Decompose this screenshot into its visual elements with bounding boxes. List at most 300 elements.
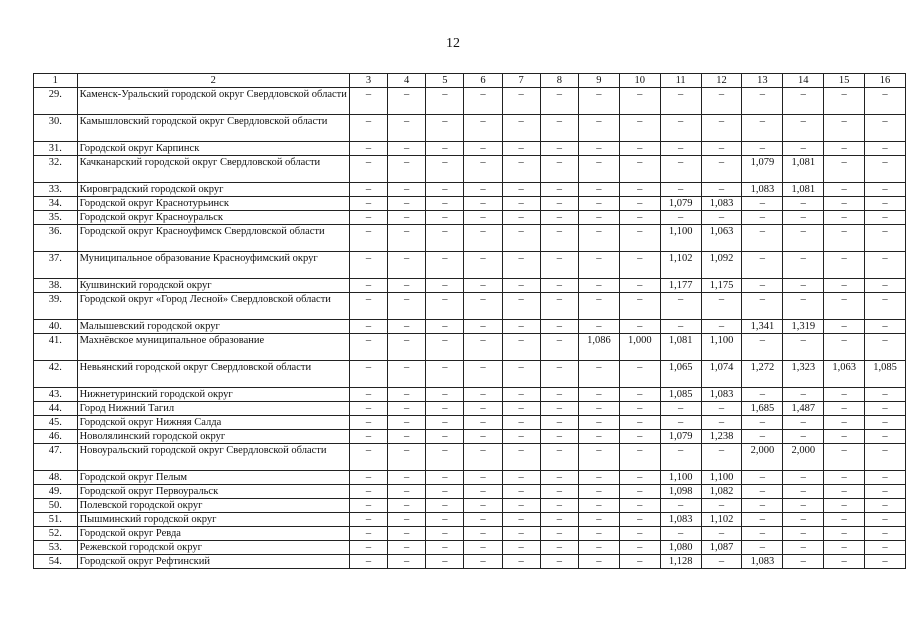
value-cell: –: [464, 555, 502, 569]
value-cell: –: [742, 115, 783, 142]
value-cell: –: [578, 471, 619, 485]
value-cell: –: [578, 293, 619, 320]
value-cell: –: [426, 142, 464, 156]
value-cell: –: [502, 183, 540, 197]
value-cell: –: [502, 293, 540, 320]
municipality-name: Городской округ Пелым: [77, 471, 349, 485]
value-cell: –: [578, 402, 619, 416]
value-cell: –: [578, 279, 619, 293]
value-cell: –: [388, 156, 426, 183]
value-cell: –: [701, 88, 742, 115]
data-table: [33, 73, 906, 569]
value-cell: –: [865, 197, 906, 211]
value-cell: –: [742, 334, 783, 361]
value-cell: –: [388, 320, 426, 334]
value-cell: –: [540, 156, 578, 183]
value-cell: 1,080: [660, 541, 701, 555]
municipality-name: Городской округ Красноуральск: [77, 211, 349, 225]
value-cell: –: [783, 88, 824, 115]
value-cell: –: [388, 115, 426, 142]
value-cell: –: [349, 402, 387, 416]
value-cell: –: [742, 225, 783, 252]
value-cell: –: [619, 211, 660, 225]
value-cell: –: [619, 541, 660, 555]
value-cell: –: [660, 402, 701, 416]
column-header: 2: [77, 74, 349, 88]
value-cell: –: [426, 499, 464, 513]
value-cell: –: [742, 499, 783, 513]
value-cell: –: [619, 444, 660, 471]
value-cell: –: [824, 471, 865, 485]
value-cell: –: [701, 402, 742, 416]
value-cell: –: [783, 115, 824, 142]
value-cell: –: [865, 211, 906, 225]
value-cell: –: [783, 513, 824, 527]
table-body: [34, 74, 906, 569]
value-cell: –: [619, 485, 660, 499]
value-cell: –: [388, 430, 426, 444]
value-cell: –: [783, 142, 824, 156]
value-cell: –: [349, 388, 387, 402]
value-cell: –: [578, 88, 619, 115]
row-number: 49.: [34, 485, 78, 499]
value-cell: –: [619, 513, 660, 527]
column-header: 5: [426, 74, 464, 88]
value-cell: –: [426, 211, 464, 225]
value-cell: 1,079: [742, 156, 783, 183]
value-cell: 1,685: [742, 402, 783, 416]
value-cell: –: [388, 513, 426, 527]
value-cell: 1,085: [865, 361, 906, 388]
value-cell: –: [464, 471, 502, 485]
value-cell: 1,074: [701, 361, 742, 388]
value-cell: –: [865, 142, 906, 156]
municipality-name: Пышминский городской округ: [77, 513, 349, 527]
value-cell: –: [540, 252, 578, 279]
value-cell: –: [742, 541, 783, 555]
table-row: [34, 225, 906, 252]
value-cell: –: [388, 444, 426, 471]
value-cell: 1,079: [660, 197, 701, 211]
value-cell: –: [742, 88, 783, 115]
value-cell: –: [426, 527, 464, 541]
value-cell: –: [349, 88, 387, 115]
municipality-name: Полевской городской округ: [77, 499, 349, 513]
value-cell: –: [388, 499, 426, 513]
value-cell: –: [388, 334, 426, 361]
value-cell: –: [349, 142, 387, 156]
value-cell: –: [701, 156, 742, 183]
value-cell: –: [619, 416, 660, 430]
value-cell: –: [742, 471, 783, 485]
value-cell: 1,063: [824, 361, 865, 388]
value-cell: 1,085: [660, 388, 701, 402]
value-cell: –: [502, 252, 540, 279]
value-cell: –: [701, 444, 742, 471]
value-cell: –: [578, 211, 619, 225]
column-header: 16: [865, 74, 906, 88]
value-cell: –: [540, 361, 578, 388]
value-cell: –: [865, 279, 906, 293]
value-cell: 1,341: [742, 320, 783, 334]
table-row: [34, 361, 906, 388]
value-cell: –: [578, 225, 619, 252]
value-cell: –: [824, 541, 865, 555]
value-cell: –: [742, 416, 783, 430]
value-cell: –: [464, 444, 502, 471]
value-cell: –: [619, 225, 660, 252]
value-cell: –: [578, 320, 619, 334]
value-cell: 1,272: [742, 361, 783, 388]
page-number: 12: [446, 36, 460, 51]
value-cell: –: [540, 211, 578, 225]
value-cell: –: [388, 416, 426, 430]
value-cell: –: [502, 115, 540, 142]
value-cell: –: [578, 485, 619, 499]
value-cell: –: [701, 211, 742, 225]
value-cell: –: [540, 142, 578, 156]
municipality-name: Городской округ Краснотурьинск: [77, 197, 349, 211]
value-cell: –: [540, 527, 578, 541]
municipality-name: Городской округ Карпинск: [77, 142, 349, 156]
row-number: 38.: [34, 279, 78, 293]
row-number: 47.: [34, 444, 78, 471]
value-cell: –: [388, 211, 426, 225]
value-cell: –: [502, 225, 540, 252]
value-cell: –: [824, 388, 865, 402]
column-header: 12: [701, 74, 742, 88]
value-cell: –: [824, 444, 865, 471]
value-cell: 1,100: [701, 334, 742, 361]
value-cell: –: [619, 361, 660, 388]
row-number: 36.: [34, 225, 78, 252]
value-cell: –: [540, 444, 578, 471]
value-cell: –: [388, 225, 426, 252]
value-cell: –: [540, 197, 578, 211]
value-cell: –: [824, 252, 865, 279]
value-cell: –: [349, 471, 387, 485]
value-cell: –: [619, 499, 660, 513]
table-row: [34, 527, 906, 541]
value-cell: –: [824, 279, 865, 293]
value-cell: –: [349, 541, 387, 555]
value-cell: –: [426, 115, 464, 142]
municipality-name: Городской округ Нижняя Салда: [77, 416, 349, 430]
municipality-name: Городской округ Ревда: [77, 527, 349, 541]
value-cell: –: [540, 499, 578, 513]
value-cell: –: [502, 416, 540, 430]
value-cell: –: [783, 471, 824, 485]
value-cell: –: [824, 402, 865, 416]
value-cell: –: [824, 225, 865, 252]
value-cell: –: [865, 444, 906, 471]
value-cell: –: [464, 252, 502, 279]
value-cell: –: [540, 555, 578, 569]
value-cell: 1,128: [660, 555, 701, 569]
value-cell: –: [349, 197, 387, 211]
value-cell: 2,000: [783, 444, 824, 471]
value-cell: –: [701, 142, 742, 156]
value-cell: –: [464, 320, 502, 334]
value-cell: –: [619, 183, 660, 197]
table-row: [34, 197, 906, 211]
value-cell: –: [349, 293, 387, 320]
table-row: [34, 156, 906, 183]
row-number: 40.: [34, 320, 78, 334]
value-cell: –: [865, 334, 906, 361]
value-cell: –: [540, 402, 578, 416]
value-cell: –: [502, 499, 540, 513]
value-cell: –: [388, 388, 426, 402]
value-cell: –: [865, 88, 906, 115]
value-cell: –: [824, 499, 865, 513]
row-number: 42.: [34, 361, 78, 388]
column-header: 4: [388, 74, 426, 88]
value-cell: –: [660, 499, 701, 513]
value-cell: –: [701, 555, 742, 569]
value-cell: –: [349, 444, 387, 471]
value-cell: –: [578, 513, 619, 527]
table-row: [34, 541, 906, 555]
value-cell: –: [464, 156, 502, 183]
value-cell: –: [619, 88, 660, 115]
value-cell: –: [742, 513, 783, 527]
value-cell: –: [349, 416, 387, 430]
value-cell: –: [865, 115, 906, 142]
value-cell: –: [660, 115, 701, 142]
column-header: 7: [502, 74, 540, 88]
value-cell: –: [464, 142, 502, 156]
value-cell: –: [578, 156, 619, 183]
municipality-name: Городской округ Первоуральск: [77, 485, 349, 499]
value-cell: –: [426, 225, 464, 252]
value-cell: –: [660, 320, 701, 334]
value-cell: –: [578, 541, 619, 555]
value-cell: –: [783, 541, 824, 555]
value-cell: –: [349, 499, 387, 513]
column-header: 6: [464, 74, 502, 88]
value-cell: –: [502, 361, 540, 388]
value-cell: –: [742, 527, 783, 541]
value-cell: –: [502, 513, 540, 527]
value-cell: –: [578, 252, 619, 279]
value-cell: –: [540, 416, 578, 430]
value-cell: 1,323: [783, 361, 824, 388]
value-cell: –: [865, 156, 906, 183]
value-cell: –: [426, 252, 464, 279]
value-cell: –: [540, 513, 578, 527]
row-number: 44.: [34, 402, 78, 416]
value-cell: –: [619, 430, 660, 444]
municipality-name: Махнёвское муниципальное образование: [77, 334, 349, 361]
value-cell: –: [742, 293, 783, 320]
value-cell: –: [426, 197, 464, 211]
value-cell: –: [464, 430, 502, 444]
value-cell: –: [502, 279, 540, 293]
value-cell: –: [388, 252, 426, 279]
municipality-name: Режевской городской округ: [77, 541, 349, 555]
table-row: [34, 513, 906, 527]
value-cell: 1,081: [660, 334, 701, 361]
value-cell: –: [619, 402, 660, 416]
value-cell: –: [426, 471, 464, 485]
value-cell: –: [502, 485, 540, 499]
value-cell: –: [349, 334, 387, 361]
municipality-name: Муниципальное образование Красноуфимский округ: [77, 252, 349, 279]
row-number: 37.: [34, 252, 78, 279]
value-cell: –: [865, 225, 906, 252]
value-cell: 1,487: [783, 402, 824, 416]
value-cell: –: [464, 211, 502, 225]
table-row: [34, 416, 906, 430]
value-cell: –: [349, 555, 387, 569]
value-cell: –: [865, 471, 906, 485]
value-cell: –: [426, 279, 464, 293]
table-row: [34, 555, 906, 569]
value-cell: 1,098: [660, 485, 701, 499]
value-cell: –: [540, 430, 578, 444]
table-row: [34, 252, 906, 279]
value-cell: –: [540, 334, 578, 361]
value-cell: –: [783, 279, 824, 293]
value-cell: –: [742, 211, 783, 225]
value-cell: 1,082: [701, 485, 742, 499]
value-cell: –: [742, 252, 783, 279]
value-cell: –: [578, 183, 619, 197]
municipality-name: Городской округ Красноуфимск Свердловской области: [77, 225, 349, 252]
value-cell: 1,083: [742, 183, 783, 197]
value-cell: –: [388, 183, 426, 197]
value-cell: –: [824, 485, 865, 499]
value-cell: –: [783, 555, 824, 569]
value-cell: –: [824, 211, 865, 225]
value-cell: –: [464, 388, 502, 402]
value-cell: –: [701, 115, 742, 142]
table-row: [34, 499, 906, 513]
table-row: [34, 88, 906, 115]
column-header: 3: [349, 74, 387, 88]
value-cell: –: [783, 334, 824, 361]
value-cell: –: [619, 471, 660, 485]
municipality-name: Городской округ Рефтинский: [77, 555, 349, 569]
row-number: 54.: [34, 555, 78, 569]
table-row: [34, 444, 906, 471]
value-cell: –: [426, 183, 464, 197]
value-cell: 1,081: [783, 156, 824, 183]
municipality-name: Камышловский городской округ Свердловской области: [77, 115, 349, 142]
row-number: 48.: [34, 471, 78, 485]
value-cell: –: [701, 293, 742, 320]
value-cell: –: [660, 211, 701, 225]
value-cell: –: [865, 293, 906, 320]
value-cell: –: [865, 402, 906, 416]
row-number: 33.: [34, 183, 78, 197]
municipality-name: Городской округ «Город Лесной» Свердловской области: [77, 293, 349, 320]
value-cell: –: [349, 252, 387, 279]
value-cell: –: [865, 499, 906, 513]
value-cell: –: [619, 388, 660, 402]
value-cell: –: [349, 115, 387, 142]
value-cell: –: [865, 555, 906, 569]
value-cell: –: [578, 142, 619, 156]
value-cell: –: [783, 430, 824, 444]
value-cell: 1,083: [660, 513, 701, 527]
row-number: 30.: [34, 115, 78, 142]
value-cell: –: [388, 361, 426, 388]
value-cell: 1,100: [660, 225, 701, 252]
value-cell: –: [349, 183, 387, 197]
value-cell: –: [502, 334, 540, 361]
value-cell: 1,100: [701, 471, 742, 485]
value-cell: –: [578, 555, 619, 569]
row-number: 31.: [34, 142, 78, 156]
value-cell: –: [865, 252, 906, 279]
column-header: 13: [742, 74, 783, 88]
value-cell: –: [783, 499, 824, 513]
column-header: 11: [660, 74, 701, 88]
value-cell: –: [660, 142, 701, 156]
value-cell: –: [426, 388, 464, 402]
value-cell: –: [540, 471, 578, 485]
value-cell: –: [701, 183, 742, 197]
table-row: [34, 471, 906, 485]
value-cell: –: [426, 485, 464, 499]
value-cell: –: [349, 485, 387, 499]
value-cell: –: [502, 444, 540, 471]
value-cell: –: [783, 197, 824, 211]
value-cell: 1,175: [701, 279, 742, 293]
row-number: 29.: [34, 88, 78, 115]
value-cell: –: [619, 293, 660, 320]
value-cell: –: [349, 361, 387, 388]
table-row: [34, 115, 906, 142]
value-cell: –: [865, 541, 906, 555]
value-cell: –: [502, 211, 540, 225]
row-number: 34.: [34, 197, 78, 211]
value-cell: –: [426, 334, 464, 361]
value-cell: –: [783, 527, 824, 541]
value-cell: –: [824, 555, 865, 569]
column-header: 8: [540, 74, 578, 88]
municipality-name: Каменск-Уральский городской округ Свердловской области: [77, 88, 349, 115]
value-cell: 1,319: [783, 320, 824, 334]
value-cell: –: [464, 293, 502, 320]
value-cell: –: [349, 225, 387, 252]
table-row: [34, 334, 906, 361]
value-cell: 1,081: [783, 183, 824, 197]
value-cell: –: [701, 499, 742, 513]
value-cell: –: [426, 402, 464, 416]
value-cell: 1,083: [742, 555, 783, 569]
value-cell: –: [388, 555, 426, 569]
value-cell: –: [388, 293, 426, 320]
value-cell: –: [824, 527, 865, 541]
row-number: 51.: [34, 513, 78, 527]
value-cell: –: [426, 416, 464, 430]
value-cell: –: [783, 293, 824, 320]
municipality-name: Малышевский городской округ: [77, 320, 349, 334]
value-cell: –: [464, 334, 502, 361]
row-number: 41.: [34, 334, 78, 361]
value-cell: –: [660, 183, 701, 197]
table-row: [34, 142, 906, 156]
municipality-name: Невьянский городской округ Свердловской области: [77, 361, 349, 388]
value-cell: –: [502, 156, 540, 183]
value-cell: –: [824, 197, 865, 211]
value-cell: –: [540, 88, 578, 115]
value-cell: –: [701, 527, 742, 541]
value-cell: –: [824, 293, 865, 320]
